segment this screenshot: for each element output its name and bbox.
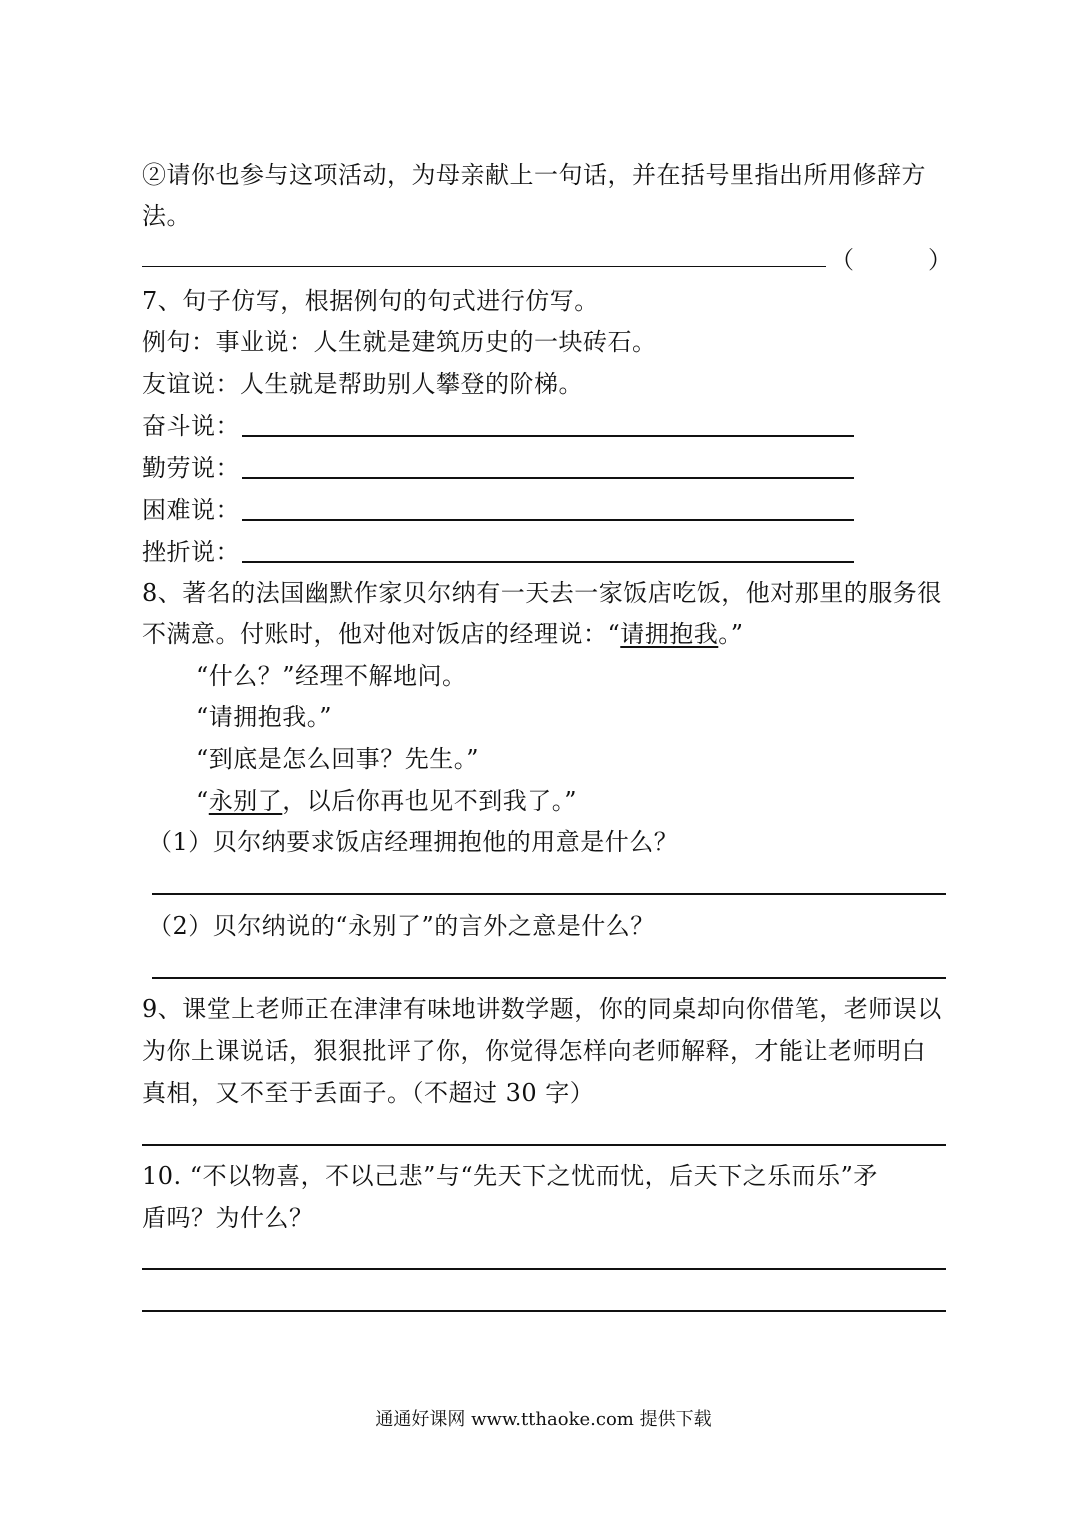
q6-part2-line2: 法。 bbox=[142, 202, 191, 230]
q10-line1: 10. “不以物喜，不以己悲”与“先天下之忧而忧，后天下之乐而乐”矛 bbox=[142, 1162, 878, 1190]
q8-line2 bbox=[142, 619, 744, 649]
q10-answer-line-1[interactable] bbox=[142, 1268, 946, 1270]
q7-example-2: 友谊说：人生就是帮助别人攀登的阶梯。 bbox=[142, 370, 583, 398]
q8-underlined-farewell: 永别了 bbox=[208, 787, 283, 815]
q8-dialog-2: “请拥抱我。” bbox=[196, 703, 333, 731]
q7-answer-line-1[interactable] bbox=[242, 435, 854, 437]
q8-sub-question-1: （1）贝尔纳要求饭店经理拥抱他的用意是什么？ bbox=[148, 828, 679, 856]
q7-example: 例句：事业说：人生就是建筑历史的一块砖石。 bbox=[142, 328, 657, 356]
q8-dialog-1: “什么？”经理不解地问。 bbox=[196, 662, 467, 690]
q8-dialog4-open: “ bbox=[196, 787, 209, 815]
q8-line1: 8、著名的法国幽默作家贝尔纳有一天去一家饭店吃饭，他对那里的服务很 bbox=[142, 579, 942, 607]
q7-prompt-3: 困难说： bbox=[142, 496, 240, 524]
q7-answer-line-2[interactable] bbox=[242, 477, 854, 479]
rhetoric-paren-close: ） bbox=[928, 246, 952, 274]
q8-sub-question-2: （2）贝尔纳说的“永别了”的言外之意是什么？ bbox=[148, 912, 655, 940]
q10-line2: 盾吗？为什么？ bbox=[142, 1204, 314, 1232]
q7-title: 7、句子仿写，根据例句的句式进行仿写。 bbox=[142, 287, 599, 315]
q9-line1: 9、课堂上老师正在津津有味地讲数学题，你的同桌却向你借笔，老师误以 bbox=[142, 995, 942, 1023]
q6-answer-line[interactable] bbox=[142, 266, 826, 267]
q7-answer-line-3[interactable] bbox=[242, 519, 854, 521]
q8-line2-text: 不满意。付账时，他对他对饭店的经理说：“ bbox=[142, 620, 621, 648]
q7-prompt-4: 挫折说： bbox=[142, 538, 240, 566]
q7-prompt-2: 勤劳说： bbox=[142, 454, 240, 482]
q10-answer-line-2[interactable] bbox=[142, 1310, 946, 1312]
q6-part2-line1: ②请你也参与这项活动，为母亲献上一句话，并在括号里指出所用修辞方 bbox=[142, 161, 926, 189]
q8-answer-line-2[interactable] bbox=[152, 977, 946, 979]
q8-dialog4-rest: ，以后你再也见不到我了。” bbox=[282, 787, 578, 815]
footer-download-note: 通通好课网 www.tthaoke.com 提供下载 bbox=[375, 1409, 712, 1430]
q8-line2-end: 。” bbox=[718, 620, 744, 648]
q8-answer-line-1[interactable] bbox=[152, 893, 946, 895]
q9-line2: 为你上课说话，狠狠批评了你，你觉得怎样向老师解释，才能让老师明白 bbox=[142, 1037, 926, 1065]
q9-answer-line[interactable] bbox=[142, 1144, 946, 1146]
q8-underlined-quote: 请拥抱我 bbox=[620, 620, 719, 648]
q9-line3: 真相，又不至于丢面子。（不超过 30 字） bbox=[142, 1079, 595, 1107]
rhetoric-paren-open: （ bbox=[830, 246, 854, 274]
q8-dialog-4 bbox=[196, 786, 577, 816]
q7-answer-line-4[interactable] bbox=[242, 561, 854, 563]
q7-prompt-1: 奋斗说： bbox=[142, 412, 240, 440]
q8-dialog-3: “到底是怎么回事？先生。” bbox=[196, 745, 480, 773]
